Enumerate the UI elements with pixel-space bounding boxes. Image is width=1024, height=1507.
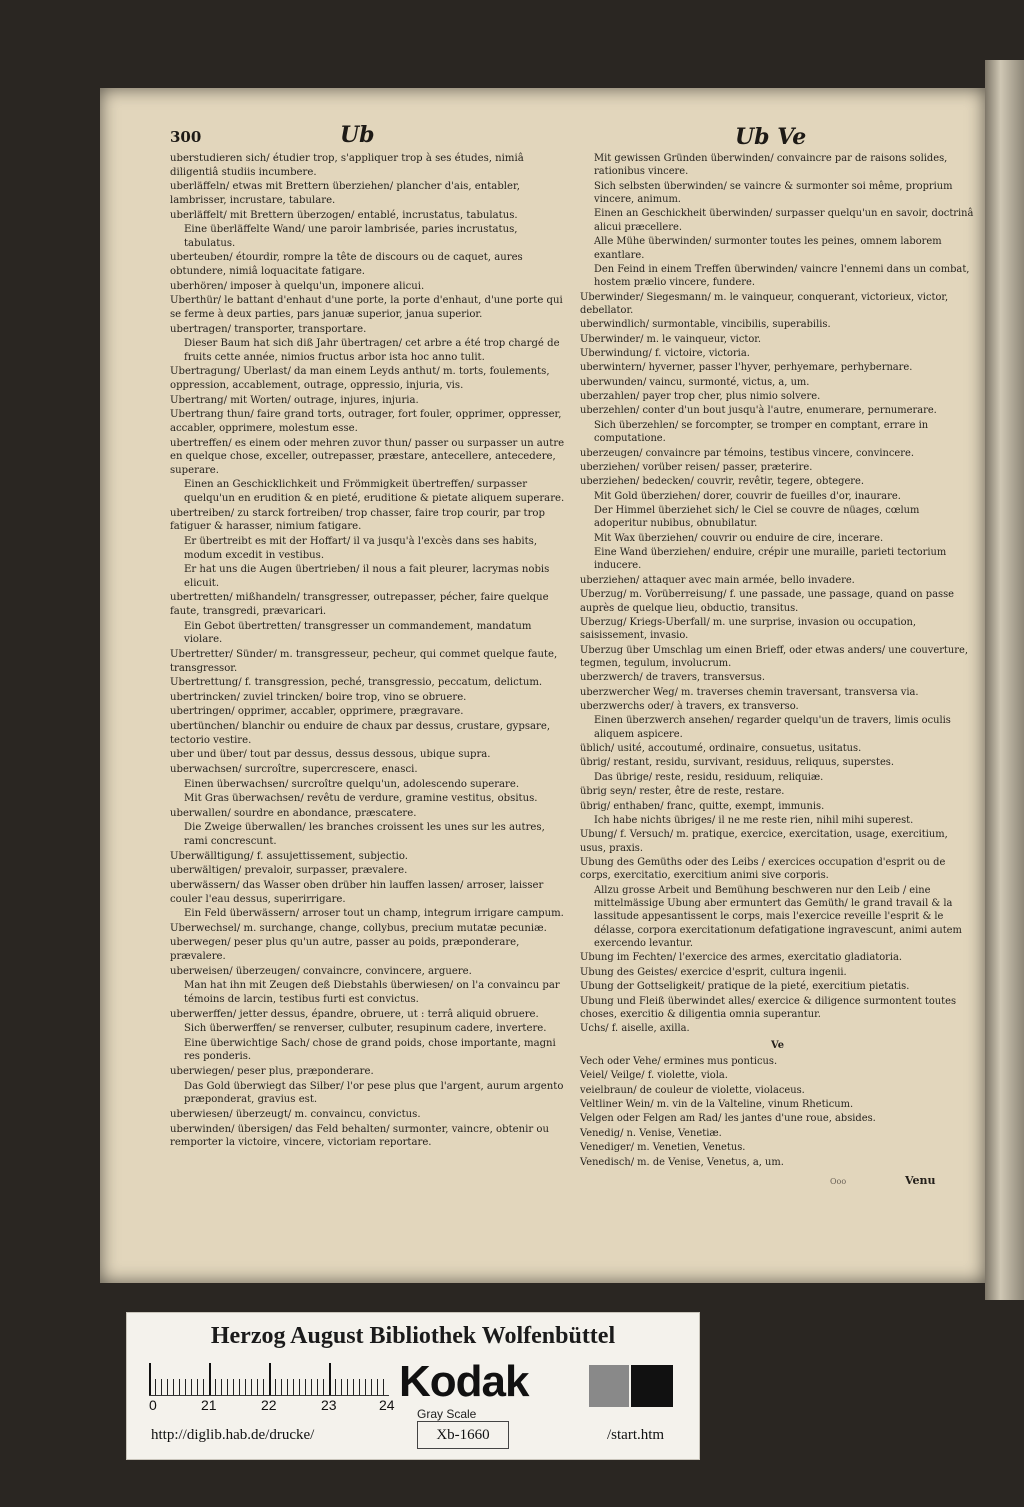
- source-url: http://diglib.hab.de/drucke/: [151, 1427, 315, 1443]
- dictionary-entry: Mit gewissen Gründen überwinden/ convaincre par de raisons solides, rationibus vincere.: [594, 153, 948, 178]
- ruler-major-ticks: [149, 1363, 389, 1395]
- dictionary-entry: Ubung des Gemüths oder des Leibs / exercices occupation d'esprit ou de corps, exercitatio, exercitium animi sive corporis.: [580, 856, 946, 882]
- adjacent-page-edge: [985, 60, 1024, 1300]
- dictionary-entry: uberwallen/ sourdre en abondance, præscatere.: [170, 807, 417, 819]
- dictionary-entry: veielbraun/ de couleur de violette, violaceus.: [580, 1084, 805, 1096]
- dictionary-entry: Die Zweige überwallen/ les branches croissent les unes sur les autres, rami concrescunt.: [184, 822, 545, 847]
- dictionary-entry: Ubung und Fleiß überwindet alles/ exercice & diligence surmontent toutes choses, exercitio & diligentia omnia superantur.: [580, 995, 957, 1020]
- dictionary-entry: uberziehen/ bedecken/ couvrir, revêtir, tegere, obtegere.: [580, 476, 864, 488]
- dictionary-entry: Ubung des Geistes/ exercice d'esprit, cultura ingenii.: [580, 966, 847, 978]
- ruler-tick-label: 22: [261, 1397, 277, 1413]
- catchword: Venu: [905, 1174, 936, 1187]
- dictionary-entry: Ubertrang/ mit Worten/ outrage, injures, injuria.: [170, 394, 419, 406]
- dictionary-entry: uberzahlen/ payer trop cher, plus nimio solvere.: [580, 391, 821, 403]
- dictionary-entry: ubertragen/ transporter, transportare.: [170, 323, 367, 335]
- right-column-heading: Ub Ve: [735, 124, 807, 150]
- dictionary-entry: Vech oder Vehe/ ermines mus ponticus.: [580, 1056, 778, 1067]
- signature-mark: Ooo: [830, 1177, 847, 1186]
- dictionary-entry: uberwachsen/ surcroître, supercrescere, enasci.: [170, 763, 418, 775]
- dictionary-entry: Ubung/ f. Versuch/ m. pratique, exercice, exercitation, usage, exercitium, usus, praxis.: [580, 829, 948, 854]
- dictionary-entry: Ein Gebot übertretten/ transgresser un commandement, mandatum violare.: [184, 620, 532, 646]
- dictionary-entry: Dieser Baum hat sich diß Jahr übertragen/ cet arbre a été trop chargé de fruits cette année, nimios fructus arbor ista hoc anno tulit.: [184, 338, 560, 363]
- archive-color-card: [126, 1312, 700, 1460]
- dictionary-entry: Uberthür/ le battant d'enhaut d'une porte, la porte d'enhaut, d'une porte qui se ferme à deux parties, pars januæ superior, janua superior.: [170, 295, 563, 320]
- dictionary-entry: Mit Gras überwachsen/ revêtu de verdure, gramine vestitus, obsitus.: [184, 793, 538, 805]
- dictionary-entry: ubertringen/ opprimer, accabler, opprimere, prægravare.: [170, 706, 464, 718]
- dictionary-entry: Alle Mühe überwinden/ surmonter toutes les peines, omnem laborem exantlare.: [594, 236, 942, 261]
- dictionary-entry: uberteuben/ étourdir, rompre la tête de discours ou de caquet, aures obtundere, nimiâ loquacitate fatigare.: [170, 252, 523, 277]
- dictionary-entry: uberziehen/ attaquer avec main armée, bello invadere.: [580, 574, 855, 586]
- dictionary-entry: uberzeugen/ convaincre par témoins, testibus vincere, convincere.: [580, 447, 914, 459]
- dictionary-entry: Einen überzwerch ansehen/ regarder quelqu'un de travers, limis oculis aliquem aspicere.: [594, 715, 951, 740]
- dictionary-entry: Velgen oder Felgen am Rad/ les jantes d'une roue, absides.: [580, 1113, 876, 1125]
- dictionary-entry: ubertreiben/ zu starck fortreiben/ trop chasser, faire trop courir, par trop fatiguer & harasser, nimium fatigare.: [170, 507, 545, 533]
- gray-scale-label: Gray Scale: [417, 1407, 477, 1421]
- call-number: Xb-1660: [417, 1421, 509, 1449]
- dictionary-entry: uberwunden/ vaincu, surmonté, victus, a, um.: [580, 376, 810, 388]
- dictionary-entry: uberläffeln/ etwas mit Brettern überziehen/ plancher d'ais, entabler, lambrisser, incrustare, tabulare.: [170, 181, 520, 206]
- right-column: [580, 152, 975, 1170]
- section-heading: Ve: [770, 1039, 785, 1051]
- dictionary-entry: Er übertreibt es mit der Hoffart/ il va jusqu'à l'excès dans ses habits, modum excedit in vestibus.: [184, 535, 538, 561]
- dictionary-entry: Ich habe nichts übriges/ il ne me reste rien, nihil mihi superest.: [594, 814, 914, 826]
- dictionary-entry: uberstudieren sich/ étudier trop, s'appliquer trop à ses études, nimiâ diligentiâ studiis incumbere.: [170, 153, 524, 178]
- dictionary-entry: Veiel/ Veilge/ f. violette, viola.: [580, 1070, 728, 1082]
- library-title: Herzog August Bibliothek Wolfenbüttel: [210, 1323, 616, 1349]
- dictionary-entry: Ubertrettung/ f. transgression, peché, transgressio, peccatum, delictum.: [170, 677, 543, 689]
- dictionary-entry: uberwegen/ peser plus qu'un autre, passer au poids, præponderare, prævalere.: [170, 937, 520, 962]
- dictionary-entry: Mit Gold überziehen/ dorer, couvrir de fueilles d'or, inaurare.: [594, 490, 901, 502]
- dictionary-entry: Sich selbsten überwinden/ se vaincre & surmonter soi même, proprium vincere, animum.: [594, 180, 953, 206]
- dictionary-entry: Eine überläffelte Wand/ une paroir lambrisée, paries incrustatus, tabulatus.: [184, 224, 518, 249]
- dictionary-entry: Uchs/ f. aiselle, axilla.: [580, 1023, 690, 1035]
- dictionary-entry: Einen an Geschicklichkeit und Frömmigkeit übertreffen/ surpasser quelqu'un en erudition & en pieté, eruditione & pietate aliquem superare.: [184, 479, 565, 504]
- dictionary-entry: ubertretten/ mißhandeln/ transgresser, outrepasser, pécher, faire quelque faute, transgredi, prævaricari.: [170, 592, 549, 617]
- dictionary-entry: Uberwindung/ f. victoire, victoria.: [580, 348, 750, 360]
- black-swatch: [631, 1365, 673, 1407]
- dictionary-entry: Sich überzehlen/ se forcompter, se tromper en comptant, errare in computatione.: [594, 419, 929, 445]
- dictionary-entry: Man hat ihn mit Zeugen deß Diebstahls überwiesen/ on l'a convaincu par témoins de larcin, testibus furti est convictus.: [184, 980, 560, 1005]
- dictionary-entry: Uberwinder/ Siegesmann/ m. le vainqueur, conquerant, victorieux, victor, debellator.: [580, 291, 949, 316]
- dictionary-entry: uberzwercher Weg/ m. traverses chemin traversant, transversa via.: [580, 686, 919, 698]
- dictionary-entry: übrig seyn/ rester, être de reste, restare.: [580, 786, 785, 798]
- dictionary-entry: übrig/ enthaben/ franc, quitte, exempt, immunis.: [580, 800, 825, 812]
- dictionary-entry: uberläffelt/ mit Brettern überzogen/ entablé, incrustatus, tabulatus.: [170, 209, 518, 221]
- dictionary-entry: Venedisch/ m. de Venise, Venetus, a, um.: [580, 1156, 784, 1168]
- dictionary-entry: übrig/ restant, residu, survivant, residuus, reliquus, superstes.: [580, 757, 894, 769]
- ruler-tick-label: 21: [201, 1397, 217, 1413]
- gray-swatch: [589, 1365, 629, 1407]
- dictionary-entry: Ubertretter/ Sünder/ m. transgresseur, pecheur, qui commet quelque faute, transgressor.: [170, 648, 558, 674]
- dictionary-entry: Einen überwachsen/ surcroître quelqu'un, adolescendo superare.: [184, 778, 520, 790]
- dictionary-entry: Ein Feld überwässern/ arroser tout un champ, integrum irrigare campum.: [184, 908, 564, 920]
- dictionary-entry: uberhören/ imposer à quelqu'un, imponere alicui.: [170, 280, 425, 292]
- dictionary-entry: Er hat uns die Augen übertrieben/ il nous a fait pleurer, lacrymas nobis elicuit.: [184, 564, 550, 589]
- start-url: /start.htm: [607, 1427, 665, 1443]
- dictionary-entry: uberwintern/ hyverner, passer l'hyver, perhyemare, perhybernare.: [580, 362, 913, 374]
- left-column-heading: Ub: [340, 122, 375, 148]
- dictionary-entry: Uberzug über Umschlag um einen Brieff, oder etwas anders/ une couverture, tegmen, tegulum, involucrum.: [580, 644, 968, 669]
- dictionary-entry: uberwältigen/ prevaloir, surpasser, prævalere.: [170, 865, 408, 877]
- dictionary-entry: Venediger/ m. Venetien, Venetus.: [580, 1142, 746, 1154]
- dictionary-entry: Das Gold überwiegt das Silber/ l'or pese plus que l'argent, aurum argento præponderat, gravius est.: [184, 1080, 564, 1106]
- page-number: 300: [170, 128, 202, 146]
- dictionary-entry: uberweisen/ überzeugen/ convaincre, convincere, arguere.: [170, 965, 472, 977]
- dictionary-entry: Ubertrang thun/ faire grand torts, outrager, fort fouler, opprimer, oppresser, accabler, opprimere, molestum esse.: [170, 409, 562, 434]
- dictionary-entry: uber und über/ tout par dessus, dessus dessous, ubique supra.: [170, 749, 491, 761]
- ruler-tick-label: 23: [321, 1397, 337, 1413]
- left-column: [170, 152, 570, 1151]
- dictionary-entry: Ubung im Fechten/ l'exercice des armes, exercitatio gladiatoria.: [580, 952, 903, 964]
- dictionary-entry: Eine Wand überziehen/ enduire, crépir une muraille, parieti tectorium inducere.: [594, 547, 947, 572]
- dictionary-entry: uberwinden/ übersigen/ das Feld behalten/ surmonter, vaincre, obtenir ou remporter la victoire, vincere, victoriam reportare.: [170, 1123, 549, 1149]
- dictionary-entry: ubertünchen/ blanchir ou enduire de chaux par dessus, crustare, gypsare, tectorio vestire.: [170, 721, 551, 746]
- dictionary-entry: Uberwälltigung/ f. assujettissement, subjectio.: [170, 850, 408, 862]
- dictionary-entry: Sich überwerffen/ se renverser, culbuter, resupinum cadere, invertere.: [184, 1023, 547, 1035]
- dictionary-entry: üblich/ usité, accoutumé, ordinaire, consuetus, usitatus.: [580, 743, 862, 755]
- dictionary-entry: Ubung der Gottseligkeit/ pratique de la pieté, exercitium pietatis.: [580, 981, 910, 993]
- ruler-tick-label: 0: [149, 1397, 157, 1413]
- dictionary-entry: Ubertragung/ Uberlast/ da man einem Leyds anthut/ m. torts, foulements, oppression, accablement, outrage, oppressio, injuria, vis.: [170, 366, 550, 391]
- dictionary-entry: Uberzug/ Kriegs-Uberfall/ m. une surprise, invasion ou occupation, saisissement, invasio.: [580, 616, 917, 642]
- dictionary-entry: Venedig/ n. Venise, Venetiæ.: [580, 1127, 722, 1139]
- dictionary-entry: Uberzug/ m. Vorüberreisung/ f. une passade, une passage, quand on passe auprès de quelque lieu, obductio, transitus.: [580, 589, 954, 614]
- dictionary-entry: uberzwerchs oder/ à travers, ex transverso.: [580, 701, 799, 713]
- dictionary-entry: uberwindlich/ surmontable, vincibilis, superabilis.: [580, 319, 831, 331]
- dictionary-entry: Einen an Geschickheit überwinden/ surpasser quelqu'un en savoir, doctrinâ alicui præcellere.: [594, 208, 974, 233]
- ruler-tick-labels: [149, 1397, 419, 1417]
- dictionary-entry: Eine überwichtige Sach/ chose de grand poids, chose importante, magni res ponderis.: [184, 1037, 556, 1063]
- dictionary-entry: Den Feind in einem Treffen überwinden/ vaincre l'ennemi dans un combat, hostem prælio vincere, fundere.: [594, 263, 970, 289]
- dictionary-entry: uberzwerch/ de travers, transversus.: [580, 672, 765, 684]
- dictionary-entry: ubertrincken/ zuviel trincken/ boire trop, vino se obruere.: [170, 691, 467, 703]
- dictionary-entry: uberziehen/ vorüber reisen/ passer, præterire.: [580, 461, 813, 473]
- dictionary-entry: Veltliner Wein/ m. vin de la Valteline, vinum Rheticum.: [580, 1099, 854, 1111]
- ruler-tick-label: 24: [379, 1397, 395, 1413]
- kodak-logo: Kodak: [399, 1357, 529, 1406]
- dictionary-entry: uberwerffen/ jetter dessus, épandre, obruere, ut : terrâ aliquid obruere.: [170, 1008, 539, 1020]
- dictionary-entry: uberzehlen/ conter d'un bout jusqu'à l'autre, enumerare, pernumerare.: [580, 405, 937, 417]
- dictionary-entry: Uberwechsel/ m. surchange, change, collybus, precium mutatæ pecuniæ.: [170, 922, 547, 934]
- dictionary-entry: uberwiesen/ überzeugt/ m. convaincu, convictus.: [170, 1108, 421, 1120]
- dictionary-entry: ubertreffen/ es einem oder mehren zuvor thun/ passer ou surpasser un autre en quelque chose, exceller, outrepasser, præstare, antecellere, antecedere, superare.: [170, 437, 565, 476]
- dictionary-entry: Das übrige/ reste, residu, residuum, reliquiæ.: [594, 771, 824, 783]
- dictionary-entry: Mit Wax überziehen/ couvrir ou enduire de cire, incerare.: [594, 532, 884, 544]
- dictionary-entry: uberwiegen/ peser plus, præponderare.: [170, 1066, 374, 1077]
- dictionary-entry: Der Himmel überziehet sich/ le Ciel se couvre de nüages, cœlum adoperitur nubibus, obnubilatur.: [594, 504, 920, 530]
- dictionary-entry: uberwässern/ das Wasser oben drüber hin lauffen lassen/ arroser, laisser couler l'eau dessus, superirrigare.: [170, 879, 544, 905]
- dictionary-entry: Uberwinder/ m. le vainqueur, victor.: [580, 333, 762, 345]
- dictionary-entry: Allzu grosse Arbeit und Bemühung beschweren nur den Leib / eine mittelmässige Ubung aber ermuntert das Gemüth/ le grand travail & la lassitude appesantissent le corps, mais l'exercice reveille l'esprit & le délasse, corpora exercitationum defatigatione ingravescunt, animi autem exercendo levantur.: [594, 884, 962, 950]
